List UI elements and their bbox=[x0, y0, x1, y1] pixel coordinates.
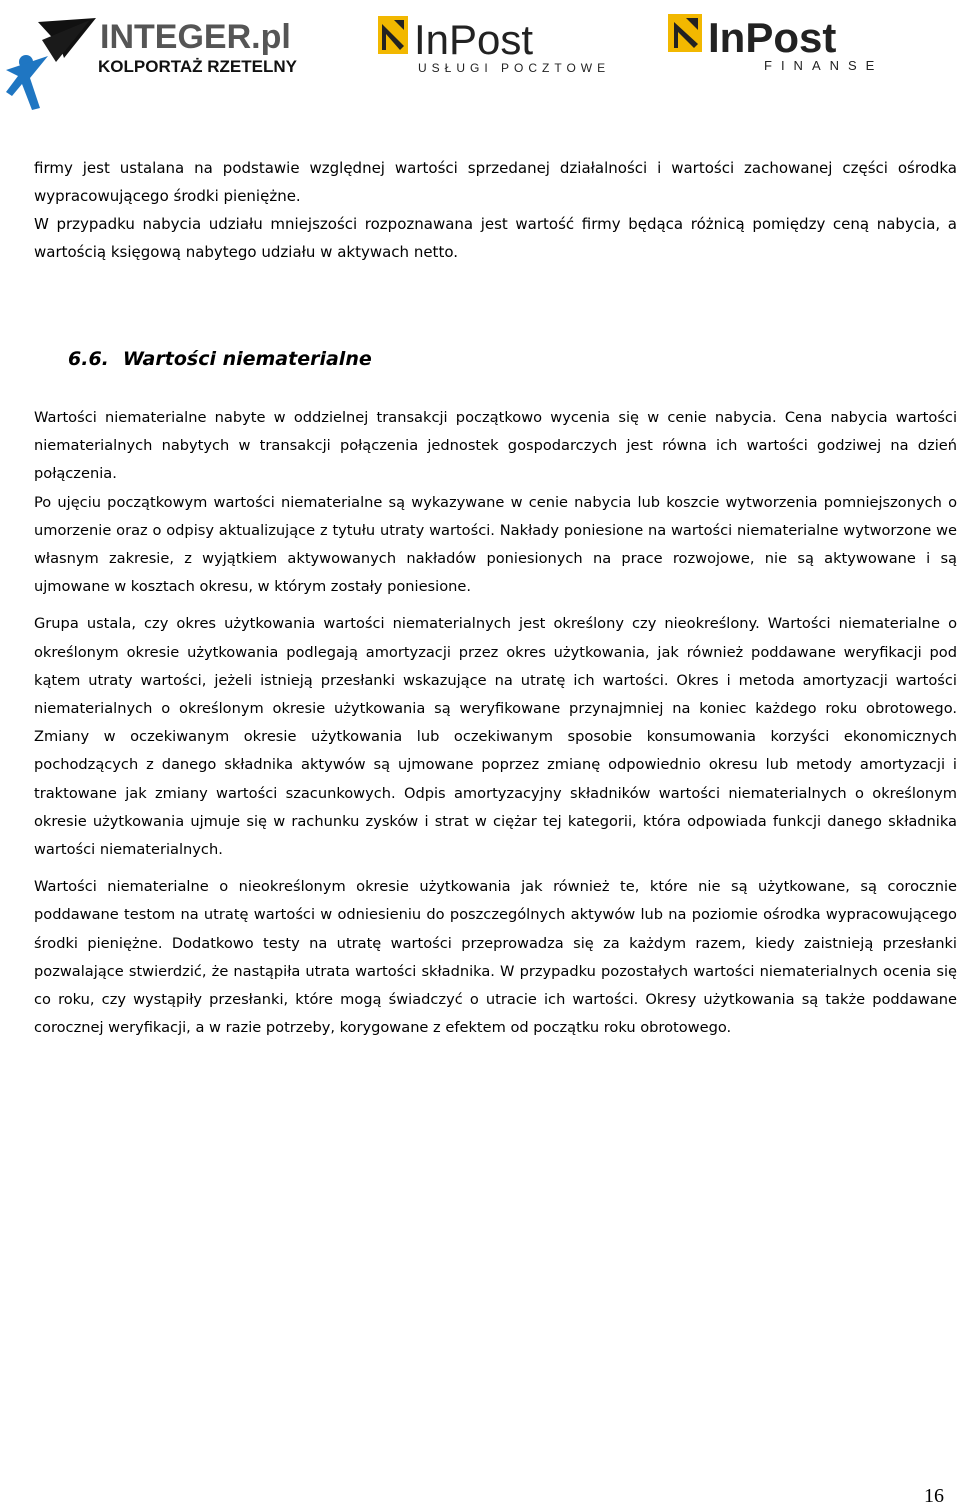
inpost-uslugi-pocztowe-logo bbox=[378, 16, 624, 76]
page-header bbox=[0, 0, 960, 120]
paragraph-indefinite-life: Wartości niematerialne o nieokreślonym okresie użytkowania jak również te, które nie są użytkowane, są corocznie poddawane testom na utratę wartości w odniesieniu do poszczególnych aktywów lub na poziomie ośrodka wypracowującego środki pieniężne. Dodatkowo testy na utratę wartości przeprowadza się za każdym razem, kiedy zaistnieją przesłanki pozwalające stwierdzić, że nastąpiła utrata wartości składnika. W przypadku pozostałych wartości niematerialnych ocenia się co roku, czy wystąpiły przesłanki, które mogą świadczyć o utracie ich wartości. Okresy użytkowania są także poddawane corocznej weryfikacji, a w razie potrzeby, korygowane z efektem od początku roku obrotowego. bbox=[34, 878, 957, 1037]
intro-paragraph-2: W przypadku nabycia udziału mniejszości rozpoznawana jest wartość firmy będąca różnicą pomiędzy ceną nabycia, a wartością księgową nabytego udziału w aktywach netto. bbox=[34, 215, 957, 261]
integer-logo-text: INTEGER.pl bbox=[100, 18, 291, 56]
paragraph-initial-valuation: Wartości niematerialne nabyte w oddzielnej transakcji początkowo wycenia się w cenie nabycia. Cena nabycia wartości niematerialnych nabytych w transakcji połączenia jednostek gospodarczych jest równa ich wartości godziwej na dzień połączenia. bbox=[34, 409, 957, 483]
inpost-finanse-logo-text: InPost bbox=[708, 14, 837, 61]
inpost-uslugi-logo-text: InPost bbox=[414, 16, 534, 63]
section-heading bbox=[34, 344, 957, 374]
page-number: 16 bbox=[924, 1485, 944, 1507]
integer-pl-logo bbox=[4, 12, 334, 112]
paragraph-useful-life: Grupa ustala, czy okres użytkowania wartości niematerialnych jest określony czy nieokreślony. Wartości niematerialne o określonym okresie użytkowania podlegają amortyzacji przez okres użytkowania, jak również poddawane weryfikacji pod kątem utraty wartości, jeżeli istnieją przesłanki wskazujące na utratę ich wartości. Okres i metoda amortyzacji wartości niematerialnych o określonym okresie użytkowania są weryfikowane przynajmniej na koniec każdego roku obrotowego. Zmiany w oczekiwanym okresie użytkowania lub oczekiwanym sposobie konsumowania korzyści ekonomicznych pochodzących z danego składnika aktywów są ujmowane poprzez zmianę odpowiednio okresu lub metody amortyzacji i traktowane jak zmiany wartości szacunkowych. Odpis amortyzacyjny składników wartości niematerialnych o określonym okresie użytkowania ujmuje się w rachunku zysków i strat w ciężar tej kategorii, która odpowiada funkcji danego składnika wartości niematerialnych. bbox=[34, 615, 957, 859]
paragraph-subsequent-measurement: Po ujęciu początkowym wartości niematerialne są wykazywane w cenie nabycia lub koszcie wytworzenia pomniejszonych o umorzenie oraz o odpisy aktualizujące z tytułu utraty wartości. Nakłady poniesione na wartości niematerialne wytworzone we własnym zakresie, z wyjątkiem aktywowanych nakładów poniesionych na prace rozwojowe, nie są aktywowane i są ujmowane w kosztach okresu, w którym zostały poniesione. bbox=[34, 493, 957, 596]
inpost-finanse-logo-tagline: FINANSE bbox=[764, 58, 884, 73]
section-title: Wartości niematerialne bbox=[122, 348, 372, 370]
inpost-finanse-logo bbox=[668, 12, 926, 74]
section-number: 6.6. bbox=[68, 348, 109, 370]
document-body bbox=[34, 154, 957, 1042]
intro-paragraph-1: firmy jest ustalana na podstawie względnej wartości sprzedanej działalności i wartości zachowanej części ośrodka wypracowującego środki pieniężne. bbox=[34, 159, 957, 205]
integer-logo-tagline: KOLPORTAŻ RZETELNY bbox=[98, 57, 297, 76]
inpost-uslugi-logo-tagline: USŁUGI POCZTOWE bbox=[418, 61, 611, 75]
